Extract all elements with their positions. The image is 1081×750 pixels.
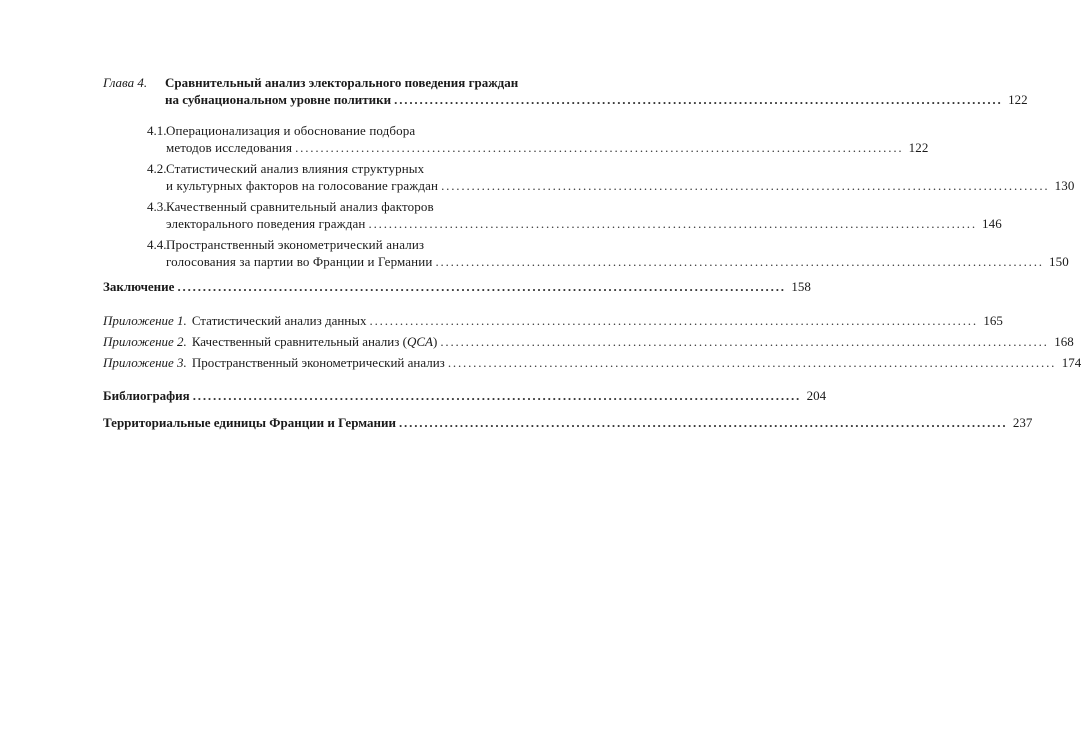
section-title-line2: и культурных факторов на голосование граждан bbox=[166, 178, 439, 193]
bibliography-page: 204 bbox=[806, 388, 827, 403]
dot-leader: ........................................................................................................................ bbox=[441, 178, 1050, 193]
section-title-line1: Операционализация и обоснование подбора bbox=[166, 123, 416, 138]
appendix-label: Приложение 1. bbox=[103, 313, 187, 328]
section-page: 122 bbox=[908, 140, 929, 155]
dot-leader: ........................................................................................................................ bbox=[435, 254, 1044, 269]
appendix-title-abbrev: QCA bbox=[406, 334, 433, 349]
section-title-line1: Пространственный эконометрический анализ bbox=[166, 237, 425, 252]
appendix-label: Приложение 3. bbox=[103, 355, 187, 370]
section-page: 150 bbox=[1048, 254, 1069, 269]
dot-leader: ........................................................................................................................ bbox=[368, 216, 977, 231]
dot-leader: ........................................................................................................................ bbox=[398, 415, 1008, 430]
section-number: 4.2. bbox=[147, 161, 167, 176]
toc-section-4-4[interactable] bbox=[147, 236, 1069, 270]
appendix-title-before: Качественный сравнительный анализ ( bbox=[191, 334, 407, 349]
units-page: 237 bbox=[1012, 415, 1033, 430]
dot-leader: ........................................................................................................................ bbox=[369, 313, 978, 328]
chapter-label: Глава 4. bbox=[103, 75, 148, 90]
section-title-line1: Статистический анализ влияния структурных bbox=[166, 161, 425, 176]
chapter-title-line1: Сравнительный анализ электорального поведения граждан bbox=[165, 75, 519, 90]
units-title: Территориальные единицы Франции и Германии bbox=[103, 415, 396, 430]
chapter-sections bbox=[147, 122, 1075, 270]
appendices-list bbox=[103, 312, 1081, 371]
toc-conclusion[interactable] bbox=[103, 278, 811, 295]
appendix-title bbox=[192, 333, 438, 350]
toc-appendix-3[interactable] bbox=[103, 354, 1081, 371]
dot-leader: ........................................................................................................................ bbox=[295, 140, 904, 155]
toc-territorial-units[interactable] bbox=[103, 414, 1033, 431]
toc-chapter-4[interactable] bbox=[103, 74, 1028, 108]
appendix-page: 165 bbox=[983, 313, 1003, 328]
section-title-line2: электорального поведения граждан bbox=[166, 216, 366, 231]
section-number: 4.4. bbox=[147, 237, 167, 252]
section-page: 130 bbox=[1054, 178, 1075, 193]
appendix-title-after: ) bbox=[432, 334, 438, 349]
appendix-title: Пространственный эконометрический анализ bbox=[191, 355, 445, 370]
section-number: 4.3. bbox=[147, 199, 167, 214]
section-title-line1: Качественный сравнительный анализ факторов bbox=[166, 199, 434, 214]
table-of-contents bbox=[103, 74, 1081, 431]
appendix-page: 168 bbox=[1054, 334, 1074, 349]
conclusion-page: 158 bbox=[791, 279, 811, 294]
appendix-page: 174 bbox=[1061, 355, 1081, 370]
dot-leader: ........................................................................................................................ bbox=[447, 355, 1057, 370]
toc-section-4-3[interactable] bbox=[147, 198, 1002, 232]
dot-leader: ........................................................................................................................ bbox=[394, 92, 1003, 107]
appendix-title: Статистический анализ данных bbox=[191, 313, 367, 328]
dot-leader: ........................................................................................................................ bbox=[177, 279, 786, 294]
chapter-page: 122 bbox=[1008, 92, 1028, 107]
chapter-title-line2: на субнациональном уровне политики bbox=[165, 92, 392, 107]
toc-section-4-1[interactable] bbox=[147, 122, 929, 156]
appendix-label: Приложение 2. bbox=[103, 334, 187, 349]
toc-section-4-2[interactable] bbox=[147, 160, 1075, 194]
toc-appendix-2[interactable] bbox=[103, 333, 1074, 350]
section-title-line2: методов исследования bbox=[166, 140, 293, 155]
toc-appendix-1[interactable] bbox=[103, 312, 1003, 329]
conclusion-title: Заключение bbox=[103, 279, 175, 294]
section-title-line2: голосования за партии во Франции и Германии bbox=[166, 254, 433, 269]
bibliography-title: Библиография bbox=[103, 388, 190, 403]
dot-leader: ........................................................................................................................ bbox=[192, 388, 802, 403]
toc-bibliography[interactable] bbox=[103, 387, 827, 404]
section-number: 4.1. bbox=[147, 123, 167, 138]
section-page: 146 bbox=[982, 216, 1002, 231]
dot-leader: ........................................................................................................................ bbox=[440, 334, 1049, 349]
